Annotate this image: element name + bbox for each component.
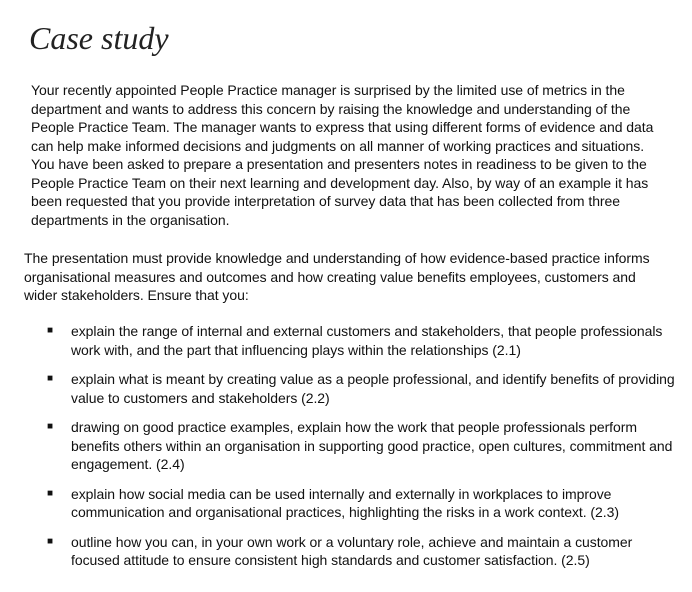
bullet-item-stakeholders bbox=[46, 322, 676, 359]
bullet-item-social-media bbox=[46, 485, 676, 522]
square-bullet-icon: ■ bbox=[47, 373, 53, 384]
task-bullet-list bbox=[46, 322, 676, 581]
bullet-item-creating-value bbox=[46, 370, 676, 407]
square-bullet-icon: ■ bbox=[47, 535, 53, 547]
bullet-item-good-practice bbox=[46, 418, 676, 474]
bullet-item-customer-focus bbox=[46, 533, 676, 570]
square-bullet-icon: ■ bbox=[47, 421, 53, 432]
bullet-text: outline how you can, in your own work or a voluntary role, achieve and maintain a customer focused attitude to ensure consistent high standards and customer satisfaction. (2.5) bbox=[71, 533, 633, 568]
bullet-text: explain the range of internal and external customers and stakeholders, that people professionals work with, and the part that influencing plays within the relationships (2.1) bbox=[71, 323, 663, 358]
intro-paragraph: Your recently appointed People Practice manager is surprised by the limited use of metrics in the department and wants to address this concern by raising the knowledge and understanding of the People Practice Team. The manager wants to express that using different forms of evidence and data can help make informed decisions and judgments on all manner of working practices and situations. You have been asked to prepare a presentation and presenters notes in readiness to be given to the People Practice Team on their next learning and development day. Also, by way of an example it has been requested that you provide interpretation of survey data that has been collected from three departments in the organisation. bbox=[31, 82, 654, 228]
bullet-text: drawing on good practice examples, explain how the work that people professionals perform benefits others within an organisation in supporting good practice, open cultures, commitment and engagement. (2.4) bbox=[71, 419, 673, 472]
page-title: Case study bbox=[29, 20, 169, 56]
square-bullet-icon: ■ bbox=[47, 487, 53, 499]
bullet-text: explain what is meant by creating value as a people professional, and identify benefits of providing value to customers and stakeholders (2.2) bbox=[71, 371, 675, 406]
bullet-text: explain how social media can be used internally and externally in workplaces to improve communication and organisational practices, highlighting the risks in a work context. (2.3) bbox=[71, 485, 619, 520]
requirements-paragraph: The presentation must provide knowledge and understanding of how evidence-based practice informs organisational measures and outcomes and how creating value benefits employees, customers and wider stakeholders. Ensure that you: bbox=[24, 250, 650, 303]
square-bullet-icon: ■ bbox=[47, 325, 53, 336]
